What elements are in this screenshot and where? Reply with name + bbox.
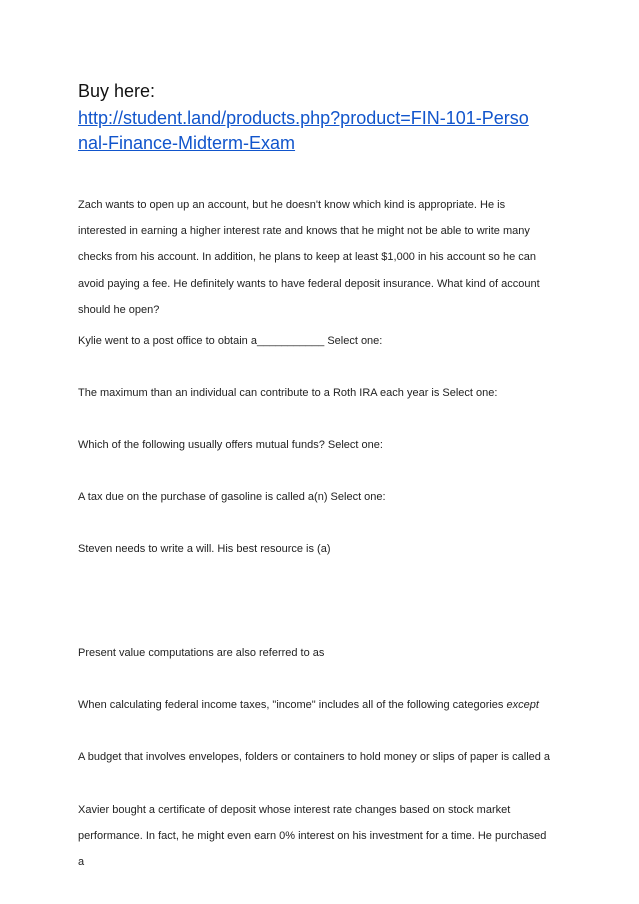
- question-zach: [78, 192, 578, 323]
- question-present-value: Present value computations are also referred to as: [78, 647, 325, 659]
- question-federal-income: [78, 698, 578, 712]
- question-steven-will: Steven needs to write a will. His best resource is (a): [78, 543, 331, 555]
- question-xavier-line-1: Xavier bought a certificate of deposit whose interest rate changes based on stock market: [78, 804, 511, 816]
- question-xavier: [78, 797, 578, 876]
- question-zach-line-1: Zach wants to open up an account, but he doesn't know which kind is appropriate. He is: [78, 199, 506, 211]
- product-link[interactable]: [78, 106, 578, 156]
- question-roth-ira: The maximum than an individual can contribute to a Roth IRA each year is Select one:: [78, 387, 498, 399]
- question-mutual-funds: Which of the following usually offers mutual funds? Select one:: [78, 439, 383, 451]
- question-zach-line-2: interested in earning a higher interest rate and knows that he might not be able to write many: [78, 225, 530, 238]
- buy-here-label: Buy here:: [78, 81, 156, 101]
- question-zach-line-4: avoid paying a fee. He definitely wants to have federal deposit insurance. What kind of account: [78, 277, 540, 290]
- question-federal-income-text: When calculating federal income taxes, "income" includes all of the following categories: [78, 699, 507, 711]
- product-link-line-1[interactable]: http://student.land/products.php?product=FIN-101-Perso: [78, 108, 529, 128]
- question-xavier-line-3: a: [78, 856, 85, 869]
- question-zach-line-5: should he open?: [78, 303, 160, 316]
- product-link-line-2[interactable]: nal-Finance-Midterm-Exam: [78, 133, 296, 153]
- question-zach-line-3: checks from his account. In addition, he plans to keep at least $1,000 in his account so he can: [78, 251, 537, 264]
- question-kylie: Kylie went to a post office to obtain a___________ Select one:: [78, 335, 383, 347]
- question-gasoline-tax: A tax due on the purchase of gasoline is called a(n) Select one:: [78, 491, 386, 503]
- question-xavier-line-2: performance. In fact, he might even earn 0% interest on his investment for a time. He purchased: [78, 830, 547, 843]
- question-federal-income-emphasis: except: [506, 699, 539, 711]
- question-budget: A budget that involves envelopes, folders or containers to hold money or slips of paper is called a: [78, 751, 551, 763]
